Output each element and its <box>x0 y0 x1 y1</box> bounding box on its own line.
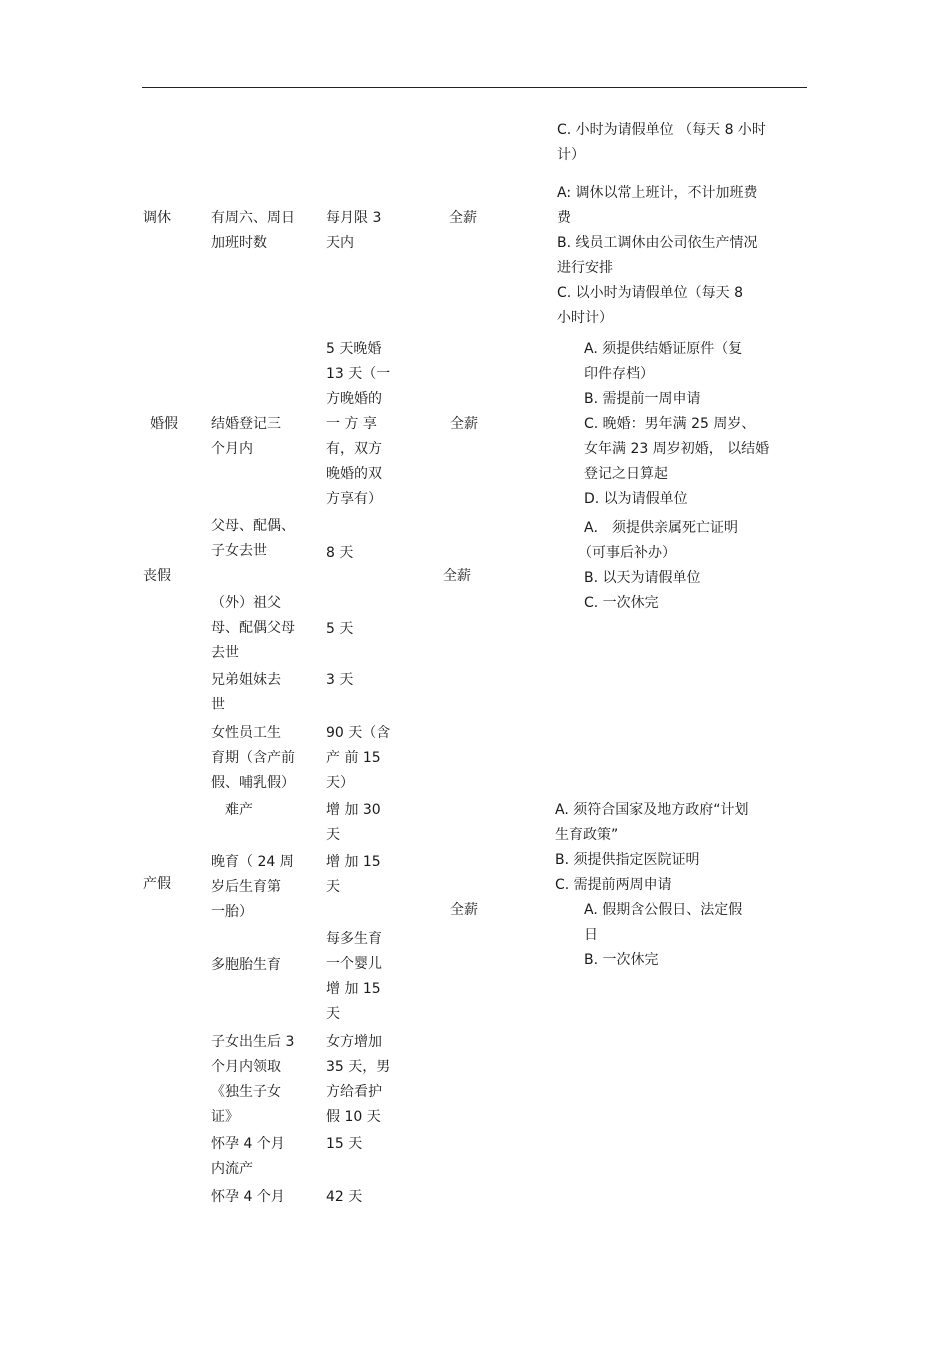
top-note <box>557 118 797 168</box>
condition-line: 女性员工生 <box>211 725 281 741</box>
condition-line: 个月内领取 <box>211 1059 281 1075</box>
condition-line: 父母、配偶、 <box>211 518 295 534</box>
days-line: 方给看护 <box>326 1084 382 1100</box>
condition-chanjia-6 <box>211 1132 311 1182</box>
notes-chanjia-a <box>555 798 795 898</box>
days-line: 方享有） <box>326 491 382 507</box>
pay-chanjia: 全薪 <box>450 902 478 918</box>
notes-chanjia-b <box>584 898 824 973</box>
note-line: B. 需提前一周申请 <box>584 391 701 407</box>
condition-line: 世 <box>211 697 225 713</box>
days-chanjia-1 <box>326 721 401 796</box>
days-sangjia-3: 3 天 <box>326 672 354 688</box>
note-line: B. 须提供指定医院证明 <box>555 852 700 868</box>
condition-line: 怀孕 4 个月 <box>211 1136 285 1152</box>
condition-tiaoxiu <box>211 206 311 256</box>
condition-line: 难产 <box>225 802 253 818</box>
condition-line: 子女去世 <box>211 543 267 559</box>
days-sangjia-1: 8 天 <box>326 545 354 561</box>
condition-hunjia <box>211 412 311 462</box>
note-line: A: 调休以常上班计，不计加班费 <box>557 185 758 201</box>
condition-line: 晚育（ 24 周 <box>211 854 294 870</box>
condition-line: 多胞胎生育 <box>211 957 281 973</box>
days-line: 增 加 15 <box>326 854 381 870</box>
days-line: 天 <box>326 879 340 895</box>
condition-line: 去世 <box>211 645 239 661</box>
days-chanjia-6 <box>326 1132 401 1157</box>
days-line: 增 加 30 <box>326 802 381 818</box>
condition-line: 《独生子女 <box>211 1084 281 1100</box>
days-line: 5 天晚婚 <box>326 341 382 357</box>
days-line: 晚婚的双 <box>326 466 382 482</box>
note-line: C. 一次休完 <box>584 595 659 611</box>
condition-line: 加班时数 <box>211 235 267 251</box>
condition-line: 结婚登记三 <box>211 416 281 432</box>
days-line: 13 天（一 <box>326 366 391 382</box>
note-line: C. 以小时为请假单位（每天 8 <box>557 285 744 301</box>
condition-line: 个月内 <box>211 441 253 457</box>
note-line: C. 小时为请假单位 （每天 8 小时 <box>557 122 766 138</box>
note-line: C. 晚婚：男年满 25 周岁、 <box>584 416 756 432</box>
days-line: 天 <box>326 827 340 843</box>
condition-line: 有周六、周日 <box>211 210 295 226</box>
note-line: B. 线员工调休由公司依生产情况 <box>557 235 758 251</box>
days-line: 天 <box>326 1006 340 1022</box>
days-line: 增 加 15 <box>326 981 381 997</box>
note-line: C. 需提前两周申请 <box>555 877 672 893</box>
note-line: A. 须提供结婚证原件（复 <box>584 341 743 357</box>
leave-type-hunjia: 婚假 <box>150 416 178 432</box>
condition-line: 假、哺乳假） <box>211 775 295 791</box>
condition-chanjia-7 <box>211 1185 311 1210</box>
note-line: 日 <box>584 927 598 943</box>
condition-chanjia-1 <box>211 721 311 796</box>
days-chanjia-3 <box>326 850 401 900</box>
days-chanjia-7 <box>326 1185 401 1210</box>
note-line: B. 一次休完 <box>584 952 659 968</box>
days-line: 假 10 天 <box>326 1109 381 1125</box>
days-chanjia-5 <box>326 1030 401 1130</box>
condition-sangjia-1 <box>211 514 311 564</box>
days-line: 产 前 15 <box>326 750 381 766</box>
condition-line: 育期（含产前 <box>211 750 295 766</box>
days-line: 90 天（含 <box>326 725 391 741</box>
days-line: 一 方 享 <box>326 416 377 432</box>
condition-line: （外）祖父 <box>211 595 281 611</box>
condition-chanjia-5 <box>211 1030 311 1130</box>
days-line: 每多生育 <box>326 931 382 947</box>
days-line: 天内 <box>326 235 354 251</box>
condition-line: 兄弟姐妹去 <box>211 672 281 688</box>
condition-line: 母、配偶父母 <box>211 620 295 636</box>
condition-line: 怀孕 4 个月 <box>211 1189 285 1205</box>
days-chanjia-2 <box>326 798 401 848</box>
note-line: 小时计） <box>557 310 613 326</box>
condition-chanjia-2 <box>225 798 325 823</box>
condition-line: 证》 <box>211 1109 239 1125</box>
condition-sangjia-2 <box>211 591 311 666</box>
note-line: 印件存档） <box>584 366 654 382</box>
note-line: 登记之日算起 <box>584 466 668 482</box>
note-line: 女年满 23 周岁初婚， 以结婚 <box>584 441 770 457</box>
days-line: 方晚婚的 <box>326 391 382 407</box>
note-line: A. 须符合国家及地方政府“计划 <box>555 802 749 818</box>
days-line: 35 天，男 <box>326 1059 391 1075</box>
notes-sangjia <box>578 516 824 616</box>
days-line: 女方增加 <box>326 1034 382 1050</box>
condition-line: 子女出生后 3 <box>211 1034 295 1050</box>
note-line: B. 以天为请假单位 <box>584 570 701 586</box>
days-line: 42 天 <box>326 1189 363 1205</box>
note-line: （可事后补办） <box>578 545 676 561</box>
pay-sangjia: 全薪 <box>443 568 471 584</box>
days-chanjia-4 <box>326 927 401 1027</box>
note-line: 生育政策” <box>555 827 619 843</box>
condition-chanjia-4 <box>211 953 311 978</box>
note-line: A． 须提供亲属死亡证明 <box>584 520 739 536</box>
condition-chanjia-3 <box>211 850 311 925</box>
days-line: 有，双方 <box>326 441 382 457</box>
note-line: 进行安排 <box>557 260 613 276</box>
note-line: 计） <box>557 147 585 163</box>
days-tiaoxiu <box>326 206 401 256</box>
leave-type-sangjia: 丧假 <box>143 568 171 584</box>
notes-hunjia <box>584 337 824 512</box>
condition-line: 一胎） <box>211 904 253 920</box>
days-hunjia <box>326 337 401 512</box>
note-line: 费 <box>557 210 571 226</box>
condition-sangjia-3 <box>211 668 311 718</box>
header-rule <box>142 87 807 88</box>
note-line: A. 假期含公假日、法定假 <box>584 902 743 918</box>
condition-line: 内流产 <box>211 1161 253 1177</box>
condition-line: 岁后生育第 <box>211 879 281 895</box>
notes-tiaoxiu <box>557 181 797 331</box>
days-line: 一个婴儿 <box>326 956 382 972</box>
note-line: D. 以为请假单位 <box>584 491 688 507</box>
days-line: 每月限 3 <box>326 210 382 226</box>
days-line: 15 天 <box>326 1136 363 1152</box>
days-sangjia-2: 5 天 <box>326 621 354 637</box>
days-line: 天） <box>326 775 354 791</box>
pay-tiaoxiu: 全薪 <box>449 210 477 226</box>
pay-hunjia: 全薪 <box>450 416 478 432</box>
leave-type-chanjia: 产假 <box>143 876 171 892</box>
leave-type-tiaoxiu: 调休 <box>143 210 171 226</box>
